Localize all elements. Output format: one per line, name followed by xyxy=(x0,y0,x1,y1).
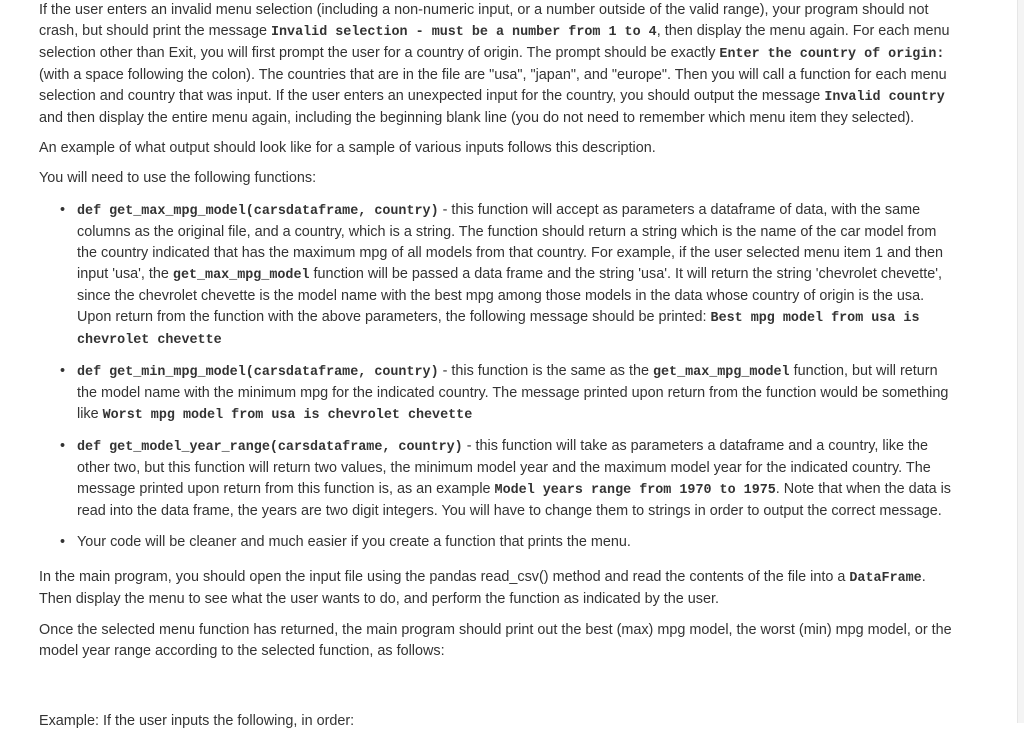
bullet-icon: • xyxy=(60,202,66,218)
list-item-get-max-mpg-model xyxy=(60,200,959,351)
list-item-menu-tip xyxy=(60,532,959,553)
code-function-signature: def get_min_mpg_model(carsdataframe, country) xyxy=(77,365,439,380)
paragraph-functions-intro: You will need to use the following functions: xyxy=(39,170,317,186)
list-item-get-min-mpg-model xyxy=(60,361,959,426)
code-example-message: Worst mpg model from usa is chevrolet chevette xyxy=(102,408,473,423)
scrollbar[interactable] xyxy=(1017,0,1024,723)
code-dataframe: DataFrame xyxy=(849,571,922,586)
text: , then display the menu again. For each menu selection other than Exit, you will first prompt the user for a country of origin. The prompt should be exactly xyxy=(39,23,950,61)
text: function will be passed a data frame and the string 'usa'. It will return the string 'chevrolet chevette', since the chevrolet chevette is the model name with the best mpg among those models in the data whose country of origin is the usa. Upon return from the function with the above parameters, the following message should be printed: xyxy=(77,266,943,325)
code-invalid-selection-message: Invalid selection - must be a number from 1 to 4 xyxy=(270,25,657,40)
text: If the user enters an invalid menu selection (including a non-numeric input, or a number outside of the valid range), your program should not crash, but should print the message xyxy=(39,2,929,39)
function-list xyxy=(39,200,959,553)
text: Your code will be cleaner and much easier if you create a function that prints the menu. xyxy=(77,534,631,550)
text: (with a space following the colon). The countries that are in the file are "usa", "japan", and "europe". Then you will call a function for each menu selection and country that was input. If the user enters an unexpected input for the country, you should output the message xyxy=(39,67,947,104)
paragraph-main-program xyxy=(39,567,959,610)
paragraph-example-output: An example of what output should look like for a sample of various inputs follows this description. xyxy=(39,140,656,156)
paragraph-print-results: Once the selected menu function has returned, the main program should print out the best (max) mpg model, the worst (min) mpg model, or the model year range according to the selected function, as follows: xyxy=(39,622,952,659)
code-invalid-country-message: Invalid country xyxy=(824,90,945,105)
list-item-get-model-year-range xyxy=(60,436,959,522)
code-function-name: get_max_mpg_model xyxy=(652,365,790,380)
document-content xyxy=(39,0,959,729)
text: . Note that when the data is read into the data frame, the years are two digit integers. You will have to change them to strings in order to output the correct message. xyxy=(77,481,951,519)
text: - this function will accept as parameters a dataframe of data, with the same columns as the original file, and a country, which is a string. The function should return a string which is the name of the car model from the country indicated that has the maximum mpg of all models from that country. For example, if the user selected menu item 1 and then input 'usa', the xyxy=(77,202,943,282)
paragraph-example-label: Example: If the user inputs the following, in order: xyxy=(39,713,355,729)
text: . Then display the menu to see what the user wants to do, and perform the function as indicated by the user. xyxy=(39,569,926,607)
text: function, but will return the model name with the minimum mpg for the indicated country. The message printed upon return from the function would be something like xyxy=(77,363,949,422)
code-country-prompt: Enter the country of origin: xyxy=(719,47,945,62)
bullet-icon: • xyxy=(60,363,66,379)
code-function-signature: def get_model_year_range(carsdataframe, country) xyxy=(77,440,463,455)
text: - this function will take as parameters a dataframe and a country, like the other two, but this function will return two values, the minimum model year and the maximum model year for the indicated country. The message printed upon return from this function is, as an example xyxy=(77,438,931,497)
code-function-signature: def get_max_mpg_model(carsdataframe, country) xyxy=(77,204,439,219)
paragraph-invalid-selection xyxy=(39,0,959,129)
code-example-message: Best mpg model from usa is chevrolet chevette xyxy=(77,311,920,348)
code-function-name: get_max_mpg_model xyxy=(172,268,310,283)
code-example-message: Model years range from 1970 to 1975 xyxy=(494,483,776,498)
bullet-icon: • xyxy=(60,534,66,550)
text: In the main program, you should open the input file using the pandas read_csv() method and read the contents of the file into a xyxy=(39,569,850,585)
bullet-icon: • xyxy=(60,438,66,454)
text: - this function is the same as the xyxy=(438,363,653,379)
text: and then display the entire menu again, including the beginning blank line (you do not need to remember which menu item they selected). xyxy=(39,110,915,126)
